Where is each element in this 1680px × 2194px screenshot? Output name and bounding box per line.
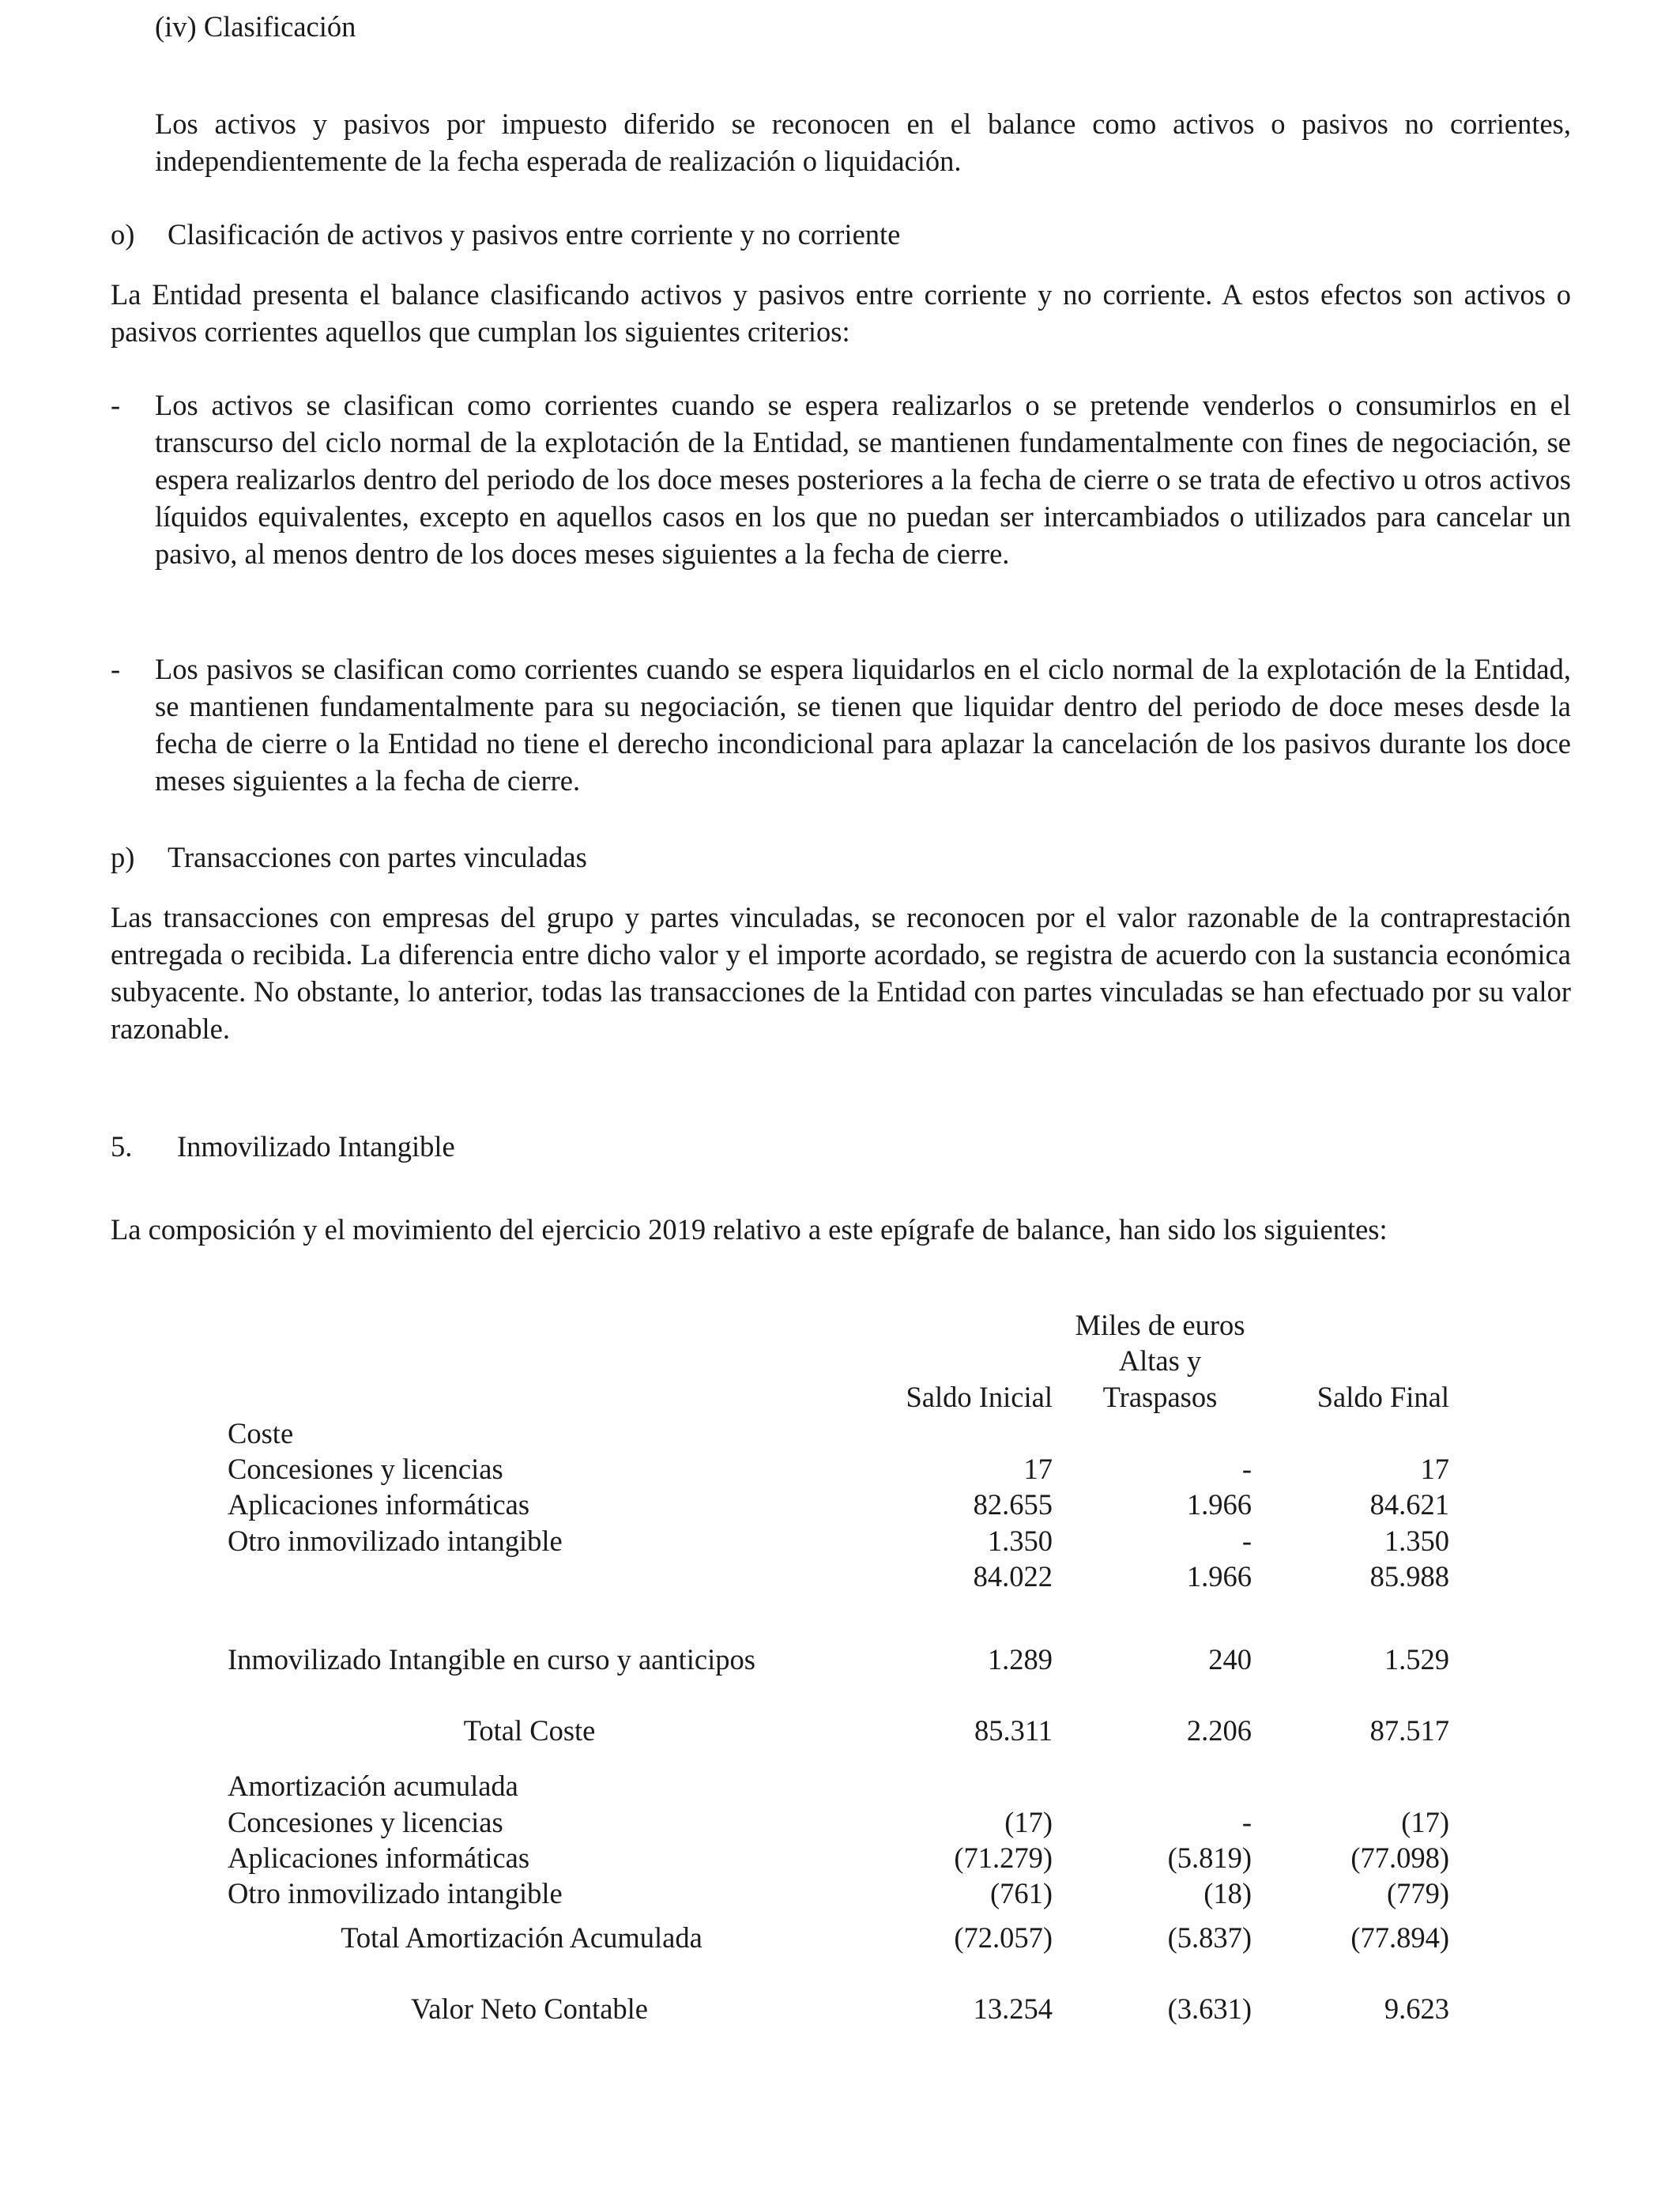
cell-saldo-inicial: 1.350 — [987, 1525, 1053, 1557]
cell-saldo-final: 17 — [1420, 1453, 1449, 1485]
cell-saldo-final: 1.529 — [1384, 1643, 1449, 1676]
table-unit-header: Miles de euros — [1075, 1309, 1245, 1341]
section-p-paragraph: Las transacciones con empresas del grupo y partes vinculadas, se reconocen por el valor razonable de la contraprestación entregada o recibida. La diferencia entre dicho valor y el importe acordado, se registra de acuerdo con la sustancia económica subyacente. No obstante, lo anterior, todas las transacciones de la Entidad con partes vinculadas se han efectuado por su valor razonable. — [111, 901, 1571, 1045]
cell-altas-traspasos: (5.819) — [1167, 1842, 1252, 1874]
section-5-title: Inmovilizado Intangible — [177, 1130, 455, 1163]
cell-saldo-inicial: 13.254 — [973, 1992, 1053, 2025]
bullet-item-activos — [111, 386, 1571, 572]
cell-saldo-inicial: (761) — [989, 1877, 1053, 1909]
cell-altas-traspasos: 1.966 — [1186, 1560, 1252, 1593]
cell-saldo-final: 1.350 — [1384, 1525, 1449, 1557]
cell-saldo-final: 85.988 — [1369, 1560, 1449, 1593]
bullet-text: Los activos se clasifican como corrientes cuando se espera realizarlos o se pretende venderlos o consumirlos en el transcurso del ciclo normal de la explotación de la Entidad, se mantienen fundamentalmente con fines de negociación, se espera realizarlos dentro del periodo de los doce meses posteriores a la fecha de cierre o se trata de efectivo u otros activos líquidos equivalentes, excepto en aquellos casos en los que no puedan ser intercambiados o utilizados para cancelar un pasivo, al menos dentro de los doces meses siguientes a la fecha de cierre. — [155, 389, 1571, 570]
bullet-dash: - — [111, 389, 121, 421]
bullet-item-pasivos — [111, 650, 1571, 799]
cell-altas-traspasos: - — [1241, 1525, 1252, 1557]
bullet-dash: - — [111, 653, 121, 685]
cell-saldo-final: 87.517 — [1369, 1714, 1449, 1747]
section-o-label: o) — [111, 218, 135, 251]
cell-saldo-inicial: (72.057) — [954, 1921, 1053, 1954]
section-o-intro: La Entidad presenta el balance clasificando activos y pasivos entre corriente y no corriente. A estos efectos son activos o pasivos corrientes aquellos que cumplan los siguientes criterios: — [111, 278, 1571, 348]
row-label: Aplicaciones informáticas — [228, 1842, 530, 1874]
cell-saldo-final: (77.098) — [1350, 1842, 1449, 1874]
cell-altas-traspasos: 2.206 — [1186, 1714, 1252, 1747]
subsection-iv-paragraph: Los activos y pasivos por impuesto diferido se reconocen en el balance como activos o pasivos no corrientes, independientemente de la fecha esperada de realización o liquidación. — [155, 107, 1571, 177]
cell-altas-traspasos: 1.966 — [1186, 1488, 1252, 1521]
cell-altas-traspasos: (5.837) — [1167, 1921, 1252, 1954]
cell-saldo-inicial: 1.289 — [987, 1643, 1053, 1676]
cell-saldo-inicial: 82.655 — [973, 1488, 1053, 1521]
cell-saldo-final: 84.621 — [1369, 1488, 1449, 1521]
cell-altas-traspasos: (3.631) — [1167, 1992, 1252, 2025]
row-label: Amortización acumulada — [228, 1770, 518, 1802]
cell-saldo-inicial: 85.311 — [974, 1714, 1053, 1747]
cell-saldo-inicial: (71.279) — [954, 1842, 1053, 1874]
cell-saldo-inicial: 84.022 — [973, 1560, 1053, 1593]
cell-saldo-final: 9.623 — [1384, 1992, 1449, 2025]
row-label: Concesiones y licencias — [228, 1453, 503, 1485]
section-p-title: Transacciones con partes vinculadas — [168, 841, 587, 873]
section-5-label: 5. — [111, 1130, 133, 1163]
row-label: Concesiones y licencias — [228, 1806, 503, 1838]
section-5-intro: La composición y el movimiento del ejercicio 2019 relativo a este epígrafe de balance, han sido los siguientes: — [111, 1213, 1388, 1246]
cell-altas-traspasos: - — [1241, 1453, 1252, 1485]
cell-altas-traspasos: 240 — [1208, 1643, 1252, 1676]
cell-saldo-inicial: 17 — [1023, 1453, 1053, 1485]
cell-altas-traspasos: - — [1241, 1806, 1252, 1838]
cell-saldo-inicial: (17) — [1004, 1806, 1053, 1838]
row-label: Total Amortización Acumulada — [341, 1921, 703, 1954]
cell-altas-traspasos: (18) — [1203, 1877, 1252, 1909]
row-label: Otro inmovilizado intangible — [228, 1525, 563, 1557]
cell-saldo-final: (77.894) — [1350, 1921, 1449, 1954]
subsection-iv-title: (iv) Clasificación — [155, 10, 356, 43]
table-col1-header: Saldo Inicial — [906, 1381, 1053, 1413]
section-p-label: p) — [111, 841, 135, 873]
table-col2-header-line2: Traspasos — [1102, 1381, 1218, 1413]
row-label: Inmovilizado Intangible en curso y aanticipos — [228, 1643, 755, 1676]
table-col2-header-line1: Altas y — [1118, 1344, 1202, 1377]
row-label: Valor Neto Contable — [410, 1992, 649, 2025]
section-o-heading — [111, 216, 900, 253]
cell-saldo-final: (779) — [1386, 1877, 1449, 1909]
row-label: Otro inmovilizado intangible — [228, 1877, 563, 1909]
row-label: Total Coste — [463, 1714, 596, 1747]
section-5-heading — [111, 1128, 455, 1165]
section-p-heading — [111, 839, 587, 876]
table-col3-header: Saldo Final — [1317, 1381, 1449, 1413]
section-o-title: Clasificación de activos y pasivos entre corriente y no corriente — [168, 218, 901, 251]
cell-saldo-final: (17) — [1401, 1806, 1449, 1838]
row-label: Aplicaciones informáticas — [228, 1488, 530, 1521]
bullet-text: Los pasivos se clasifican como corrientes cuando se espera liquidarlos en el ciclo normal de la explotación de la Entidad, se mantienen fundamentalmente para su negociación, se tienen que liquidar dentro del periodo de doce meses desde la fecha de cierre o la Entidad no tiene el derecho incondicional para aplazar la cancelación de los pasivos durante los doce meses siguientes a la fecha de cierre. — [155, 653, 1571, 797]
row-label: Coste — [228, 1417, 294, 1449]
